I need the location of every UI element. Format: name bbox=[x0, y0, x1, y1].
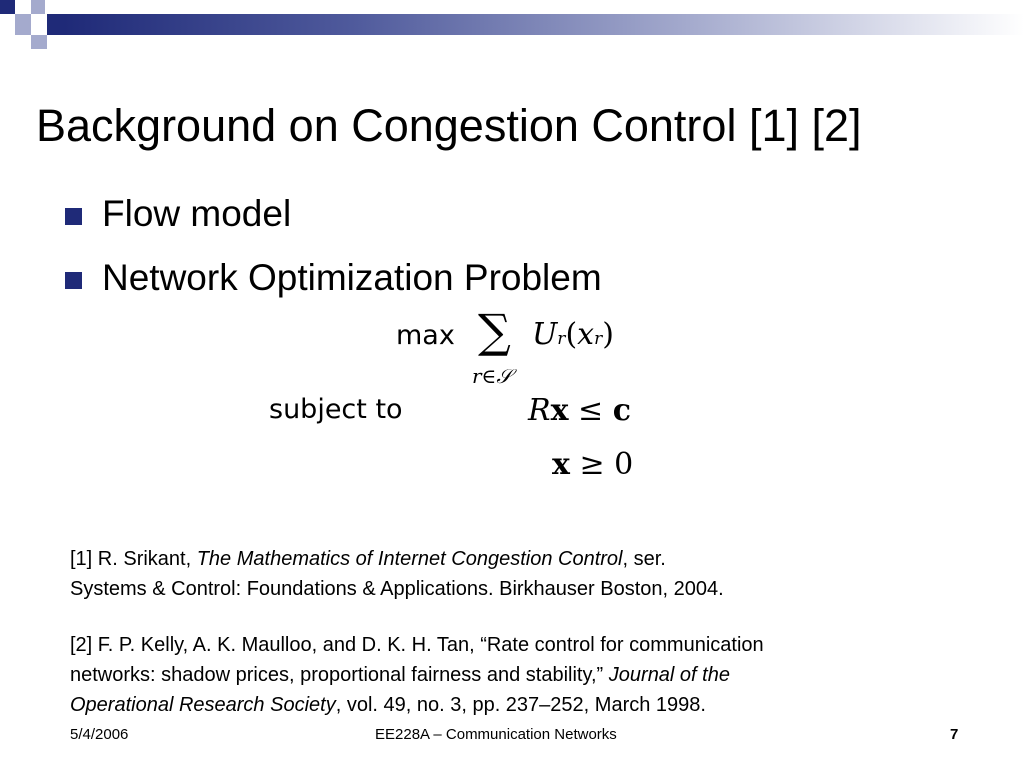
deco-square bbox=[31, 0, 45, 14]
square-bullet-icon bbox=[65, 272, 82, 289]
deco-square bbox=[0, 0, 15, 14]
footer-page-number: 7 bbox=[950, 726, 959, 743]
bullet-text: Network Optimization Problem bbox=[102, 257, 602, 298]
bullet-item bbox=[64, 252, 602, 316]
header-gradient-bar bbox=[64, 14, 1024, 35]
formula-constraint-2: x ≥ 0 bbox=[552, 447, 634, 482]
footer-course: EE228A – Communication Networks bbox=[375, 726, 617, 743]
bullet-list bbox=[64, 188, 602, 316]
formula-sum-symbol: ∑ bbox=[478, 304, 511, 358]
formula-subject-to: subject to bbox=[269, 394, 403, 425]
footer-date: 5/4/2006 bbox=[70, 726, 129, 743]
header-decoration bbox=[0, 0, 1024, 70]
deco-square bbox=[31, 35, 47, 49]
formula-max: max bbox=[396, 320, 455, 351]
slide-title: Background on Congestion Control [1] [2] bbox=[36, 100, 862, 151]
formula-sum-range: r∈𝒮 bbox=[472, 364, 512, 388]
reference-1: [1] R. Srikant, The Mathematics of Internet Congestion Control, ser. Systems & Control: Foundations & Applications. Birkhauser Boston, 2004. bbox=[70, 548, 724, 600]
formula-objective: Ur(xr) bbox=[532, 317, 614, 352]
bullet-text: Flow model bbox=[102, 193, 292, 234]
deco-square bbox=[47, 14, 64, 35]
deco-square bbox=[15, 14, 31, 35]
bullet-item bbox=[64, 188, 602, 252]
reference-2: [2] F. P. Kelly, A. K. Maulloo, and D. K. H. Tan, “Rate control for communication networks: shadow prices, proportional fairness and stability,” Journal of the Operational Research Society, vol. 49, no. 3, pp. 237–252, March 1998. bbox=[70, 634, 764, 716]
formula-constraint-1: Rx ≤ c bbox=[528, 393, 631, 428]
square-bullet-icon bbox=[65, 208, 82, 225]
